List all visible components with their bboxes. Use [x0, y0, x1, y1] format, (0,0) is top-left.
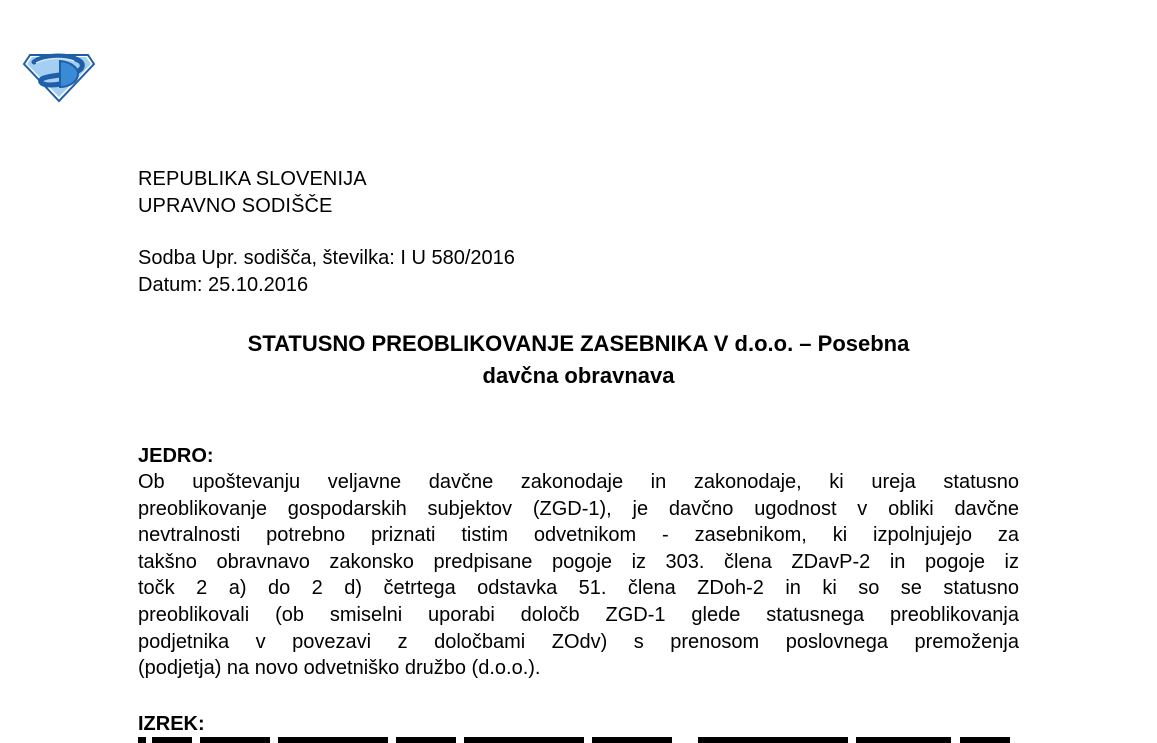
title-line-2: davčna obravnava — [482, 363, 675, 388]
court-name: UPRAVNO SODIŠČE — [138, 195, 333, 217]
jedro-line: preoblikovanje gospodarskih subjektov (ZGD-1), je davčno ugodnost v obliki davčne — [138, 497, 1019, 520]
jedro-line: nevtralnosti potrebno priznati tistim odvetnikom - zasebnikom, ki izpolnjujejo za — [138, 524, 1019, 547]
jedro-line: takšno obravnavo zakonsko predpisane pogoje iz 303. člena ZDavP-2 in pogoje iz — [138, 550, 1019, 573]
title-line-1: STATUSNO PREOBLIKOVANJE ZASEBNIKA V d.o.o. – Posebna — [247, 331, 910, 356]
izrek-heading: IZREK: — [138, 713, 205, 735]
court-header — [138, 166, 367, 220]
jedro-line: podjetnika v povezavi z določbami ZOdv) s prenosom poslovnega premoženja — [138, 630, 1019, 653]
jedro-paragraph — [138, 469, 1019, 682]
jedro-line: (podjetja) na novo odvetniško družbo (d.o.o.). — [138, 657, 541, 680]
clipped-text-line — [138, 737, 1019, 743]
jedro-line: točk 2 a) do 2 d) četrtega odstavka 51. člena ZDoh-2 in ki so se statusno — [138, 577, 1019, 600]
case-date: Datum: 25.10.2016 — [138, 274, 309, 296]
jedro-line: preoblikovali (ob smiselni uporabi določb ZGD-1 glede statusnega preoblikovanja — [138, 603, 1019, 626]
sd-diamond-logo-icon — [22, 49, 96, 103]
jedro-line: Ob upoštevanju veljavne davčne zakonodaje in zakonodaje, ki ureja statusno — [138, 471, 1019, 493]
case-info — [138, 245, 515, 299]
document-title — [138, 328, 1019, 392]
jedro-heading: JEDRO: — [138, 445, 214, 467]
case-number: Sodba Upr. sodišča, številka: I U 580/2016 — [138, 247, 515, 269]
country-name: REPUBLIKA SLOVENIJA — [138, 168, 367, 190]
